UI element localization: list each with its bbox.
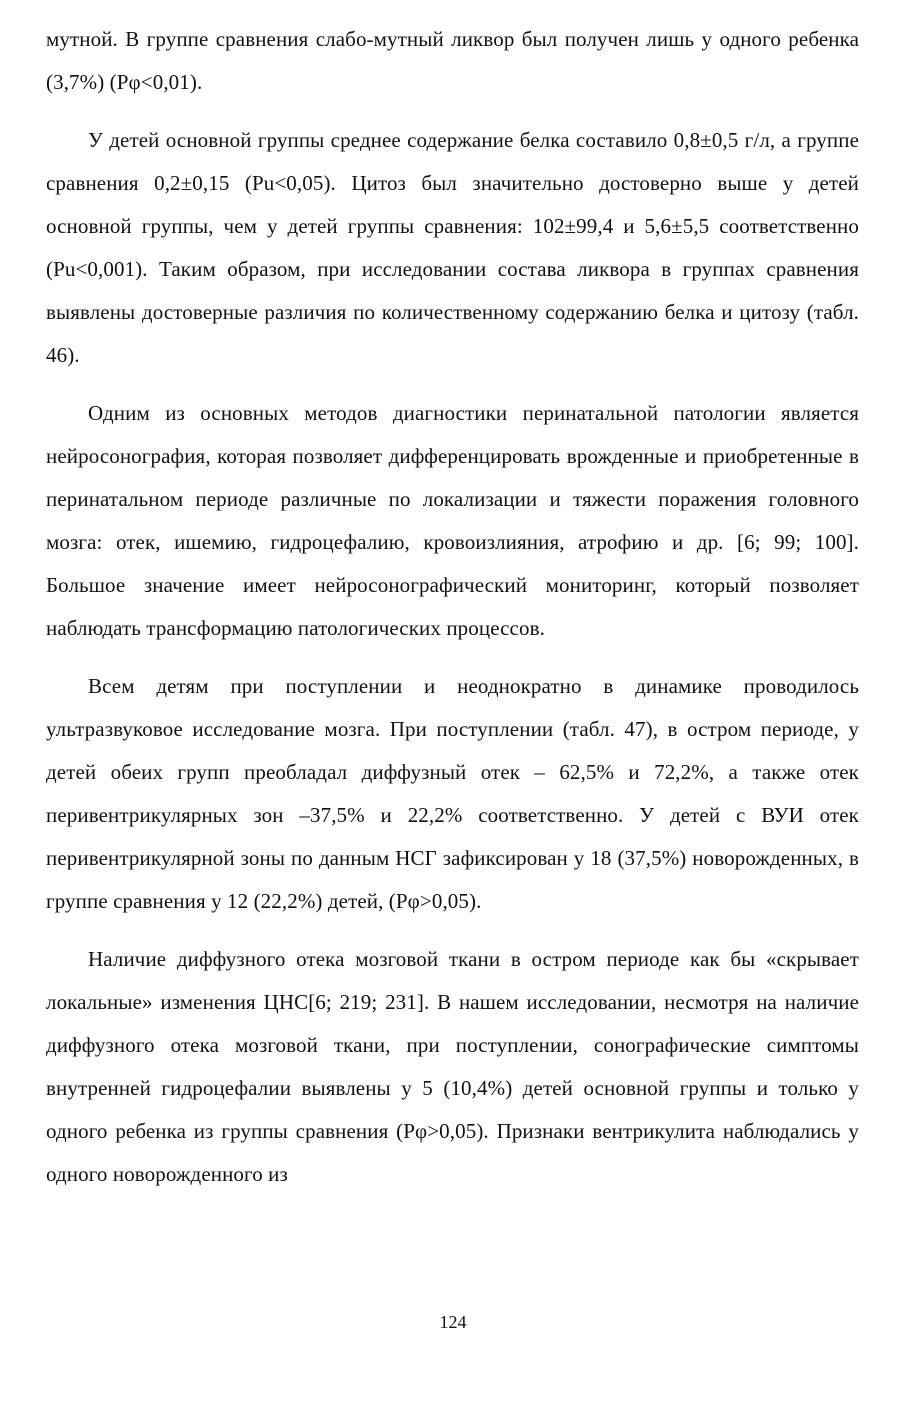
paragraph-1: мутной. В группе сравнения слабо-мутный ликвор был получен лишь у одного ребенка (3,7%) (Рφ<0,01). [46, 27, 859, 94]
paragraph-2: У детей основной группы среднее содержание белка составило 0,8±0,5 г/л, а группе сравнения 0,2±0,15 (Рu<0,05). Цитоз был значительно достоверно выше у детей основной группы, чем у детей группы сравнения: 102±99,4 и 5,6±5,5 соответственно (Рu<0,001). Таким образом, при исследовании состава ликвора в группах сравнения выявлены достоверные различия по количественному содержанию белка и цитозу (табл. 46). [46, 128, 859, 367]
page-number: 124 [439, 1312, 467, 1332]
document-page [46, 18, 859, 1196]
paragraph-5: Наличие диффузного отека мозговой ткани в остром периоде как бы «скрывает локальные» изменения ЦНС[6; 219; 231]. В нашем исследовании, несмотря на наличие диффузного отека мозговой ткани, при поступлении, сонографические симптомы внутренней гидроцефалии выявлены у 5 (10,4%) детей основной группы и только у одного ребенка из группы сравнения (Рφ>0,05). Признаки вентрикулита наблюдались у одного новорожденного из [46, 947, 859, 1186]
paragraph-4: Всем детям при поступлении и неоднократно в динамике проводилось ультразвуковое исследование мозга. При поступлении (табл. 47), в остром периоде, у детей обеих групп преобладал диффузный отек – 62,5% и 72,2%, а также отек перивентрикулярных зон –37,5% и 22,2% соответственно. У детей с ВУИ отек перивентрикулярной зоны по данным НСГ зафиксирован у 18 (37,5%) новорожденных, в группе сравнения у 12 (22,2%) детей, (Рφ>0,05). [46, 674, 859, 913]
paragraph-3: Одним из основных методов диагностики перинатальной патологии является нейросонография, которая позволяет дифференцировать врожденные и приобретенные в перинатальном периоде различные по локализации и тяжести поражения головного мозга: отек, ишемию, гидроцефалию, кровоизлияния, атрофию и др. [6; 99; 100]. Большое значение имеет нейросонографический мониторинг, который позволяет наблюдать трансформацию патологических процессов. [46, 401, 859, 640]
